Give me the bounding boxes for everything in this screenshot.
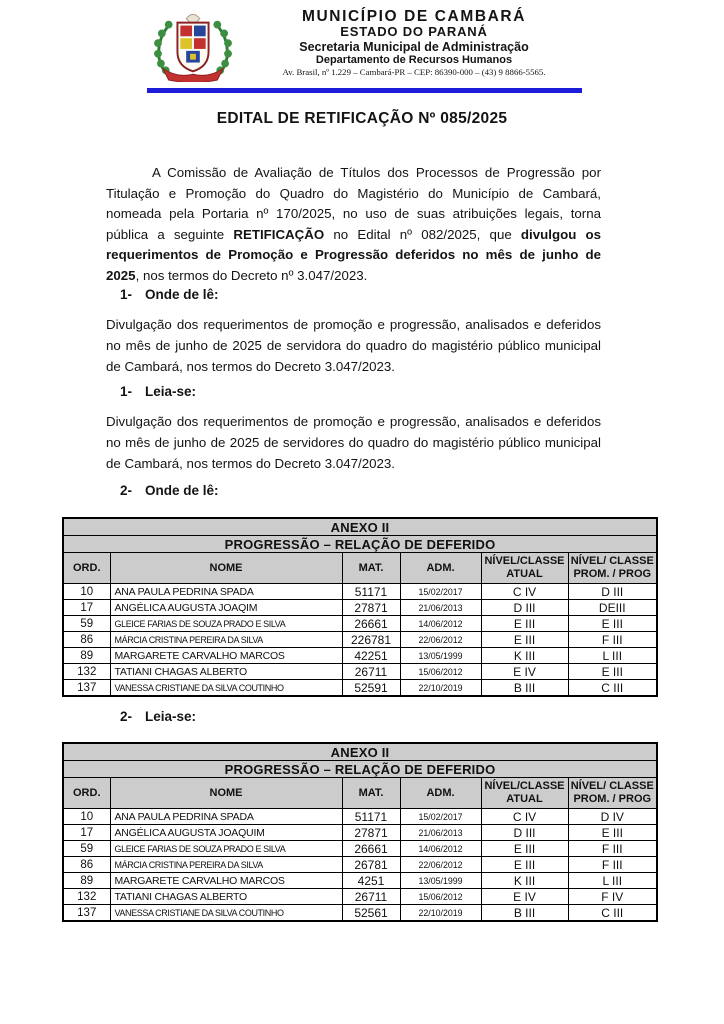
- intro-bold-divulgou: divulgou os requerimentos de Promoção e Progressão deferidos no mês de junho de 2025: [106, 226, 602, 283]
- table-title-row: [63, 518, 657, 536]
- cell-ord: 10: [63, 809, 110, 825]
- cell-ord: 17: [63, 600, 110, 616]
- cell-nome: MARGARETE CARVALHO MARCOS: [110, 648, 342, 664]
- cell-nivel-atual: E III: [481, 616, 568, 632]
- cell-mat: 51171: [342, 584, 400, 600]
- table-row: [63, 616, 657, 632]
- intro-paragraph: [106, 163, 601, 287]
- section-number: 1-: [120, 384, 133, 399]
- cell-ord: 137: [63, 905, 110, 922]
- cell-mat: 226781: [342, 632, 400, 648]
- cell-adm: 15/02/2017: [400, 809, 481, 825]
- cell-nivel-atual: B III: [481, 680, 568, 697]
- table-row: [63, 600, 657, 616]
- table-row: [63, 664, 657, 680]
- cell-adm: 22/06/2012: [400, 857, 481, 873]
- table-row: [63, 873, 657, 889]
- cell-nivel-atual: K III: [481, 873, 568, 889]
- cell-adm: 14/06/2012: [400, 841, 481, 857]
- column-header: ORD.: [63, 778, 110, 809]
- table-row: [63, 632, 657, 648]
- column-header: ORD.: [63, 553, 110, 584]
- cell-nome: ANA PAULA PEDRINA SPADA: [110, 809, 342, 825]
- cell-adm: 15/02/2017: [400, 584, 481, 600]
- table-row: [63, 857, 657, 873]
- department-name: Departamento de Recursos Humanos: [315, 53, 513, 66]
- cell-ord: 86: [63, 632, 110, 648]
- table-title: ANEXO II: [63, 518, 657, 536]
- table-column-header-row: [63, 553, 657, 584]
- table-body: [63, 584, 657, 697]
- cell-adm: 22/10/2019: [400, 905, 481, 922]
- cell-nome: VANESSA CRISTIANE DA SILVA COUTINHO: [110, 905, 342, 922]
- cell-nome: TATIANI CHAGAS ALBERTO: [110, 664, 342, 680]
- cell-nivel-atual: B III: [481, 905, 568, 922]
- intro-text: no Edital nº 082/2025, que: [324, 226, 521, 242]
- document-title: EDITAL DE RETIFICAÇÃO Nº 085/2025: [216, 110, 508, 127]
- cell-nivel-atual: D III: [481, 600, 568, 616]
- cell-ord: 89: [63, 873, 110, 889]
- cell-nome: ANGÉLICA AUGUSTA JOAQUIM: [110, 825, 342, 841]
- municipality-name: MUNICÍPIO DE CAMBARÁ: [301, 8, 527, 25]
- table-row: [63, 680, 657, 697]
- cell-ord: 132: [63, 889, 110, 905]
- cell-nivel-prom: E III: [568, 825, 657, 841]
- table-subtitle: PROGRESSÃO – RELAÇÃO DE DEFERIDO: [63, 761, 657, 778]
- section-number: 1-: [120, 287, 133, 302]
- section-label: Onde de lê:: [145, 287, 219, 302]
- cell-nivel-atual: E IV: [481, 889, 568, 905]
- cell-nivel-prom: C III: [568, 905, 657, 922]
- cell-ord: 59: [63, 616, 110, 632]
- cell-nivel-prom: C III: [568, 680, 657, 697]
- secretariat-name: Secretaria Municipal de Administração: [299, 39, 529, 54]
- cell-nome: ANA PAULA PEDRINA SPADA: [110, 584, 342, 600]
- cell-adm: 22/10/2019: [400, 680, 481, 697]
- section-heading-leia-se-2: [120, 709, 196, 724]
- cell-nivel-atual: E IV: [481, 664, 568, 680]
- section-heading-onde-de-le-2: [120, 483, 219, 498]
- cell-nome: MÁRCIA CRISTINA PEREIRA DA SILVA: [110, 857, 342, 873]
- cell-nome: VANESSA CRISTIANE DA SILVA COUTINHO: [110, 680, 342, 697]
- column-header: ADM.: [400, 553, 481, 584]
- column-header: NÍVEL/CLASSE ATUAL: [481, 778, 568, 809]
- intro-text: A Comissão de Avaliação de Títulos dos Processos de Progressão por Titulação e Promoção do Quadro do Magistério do Município de Cambará, nomeada pela Portaria nº 170/2025, no uso de suas atribuições legais, torna pública a seguinte: [106, 165, 601, 242]
- cell-mat: 26781: [342, 857, 400, 873]
- cell-nivel-prom: F IV: [568, 889, 657, 905]
- cell-nome: MARGARETE CARVALHO MARCOS: [110, 873, 342, 889]
- cell-adm: 15/06/2012: [400, 664, 481, 680]
- table-row: [63, 841, 657, 857]
- section-heading-leia-se-1: [120, 384, 196, 399]
- table-subtitle: PROGRESSÃO – RELAÇÃO DE DEFERIDO: [63, 536, 657, 553]
- cell-nivel-atual: D III: [481, 825, 568, 841]
- cell-nivel-prom: L III: [568, 648, 657, 664]
- cell-mat: 52561: [342, 905, 400, 922]
- section-number: 2-: [120, 709, 133, 724]
- column-header: NÍVEL/CLASSE ATUAL: [481, 553, 568, 584]
- cell-nivel-prom: E III: [568, 664, 657, 680]
- intro-bold-retificacao: RETIFICAÇÃO: [233, 226, 325, 242]
- cell-ord: 137: [63, 680, 110, 697]
- column-header: NÍVEL/ CLASSE PROM. / PROG: [568, 553, 657, 584]
- cell-mat: 26661: [342, 616, 400, 632]
- column-header: MAT.: [342, 778, 400, 809]
- table-column-header-row: [63, 778, 657, 809]
- blue-divider-rule: [147, 88, 582, 93]
- anexo-ii-table-onde-de-le: [62, 517, 658, 697]
- table-row: [63, 825, 657, 841]
- cell-nome: GLEICE FARIAS DE SOUZA PRADO E SILVA: [110, 616, 342, 632]
- table-title-row: [63, 743, 657, 761]
- cell-nivel-prom: E III: [568, 616, 657, 632]
- cell-adm: 13/05/1999: [400, 873, 481, 889]
- table-subtitle-row: [63, 536, 657, 553]
- cell-nivel-prom: D IV: [568, 809, 657, 825]
- cell-nivel-atual: C IV: [481, 584, 568, 600]
- cell-mat: 26661: [342, 841, 400, 857]
- cell-nivel-prom: DEIII: [568, 600, 657, 616]
- coat-of-arms-icon: [149, 10, 237, 82]
- cell-ord: 89: [63, 648, 110, 664]
- table-row: [63, 905, 657, 922]
- column-header: ADM.: [400, 778, 481, 809]
- cell-adm: 21/06/2013: [400, 600, 481, 616]
- column-header: NOME: [110, 778, 342, 809]
- cell-mat: 42251: [342, 648, 400, 664]
- table-row: [63, 809, 657, 825]
- cell-nivel-prom: D III: [568, 584, 657, 600]
- cell-nivel-atual: K III: [481, 648, 568, 664]
- section-body-leia-se-1: Divulgação dos requerimentos de promoção e progressão, analisados e deferidos no mês de junho de 2025 de servidores do quadro do magistério público municipal de Cambará, nos termos do Decreto 3.047/2023.: [106, 414, 601, 471]
- cell-nome: MÁRCIA CRISTINA PEREIRA DA SILVA: [110, 632, 342, 648]
- address-line: Av. Brasil, nº 1.229 – Cambará-PR – CEP: 86390-000 – (43) 9 8866-5565.: [282, 67, 546, 78]
- cell-mat: 27871: [342, 825, 400, 841]
- cell-ord: 86: [63, 857, 110, 873]
- column-header: MAT.: [342, 553, 400, 584]
- cell-adm: 22/06/2012: [400, 632, 481, 648]
- state-name: ESTADO DO PARANÁ: [340, 24, 488, 40]
- section-heading-onde-de-le-1: [120, 287, 219, 302]
- cell-nivel-prom: F III: [568, 841, 657, 857]
- cell-adm: 14/06/2012: [400, 616, 481, 632]
- table-subtitle-row: [63, 761, 657, 778]
- cell-ord: 132: [63, 664, 110, 680]
- table-body: [63, 809, 657, 922]
- cell-nome: TATIANI CHAGAS ALBERTO: [110, 889, 342, 905]
- section-body-onde-de-le-1: Divulgação dos requerimentos de promoção e progressão, analisados e deferidos no mês de junho de 2025 de servidora do quadro do magistério público municipal de Cambará, nos termos do Decreto 3.047/2023.: [106, 317, 601, 374]
- section-number: 2-: [120, 483, 133, 498]
- cell-nivel-atual: E III: [481, 841, 568, 857]
- cell-ord: 17: [63, 825, 110, 841]
- letterhead: [147, 8, 583, 86]
- cell-adm: 13/05/1999: [400, 648, 481, 664]
- cell-mat: 27871: [342, 600, 400, 616]
- cell-mat: 26711: [342, 889, 400, 905]
- cell-nivel-atual: E III: [481, 857, 568, 873]
- table-title: ANEXO II: [63, 743, 657, 761]
- cell-mat: 26711: [342, 664, 400, 680]
- cell-nivel-atual: E III: [481, 632, 568, 648]
- cell-ord: 59: [63, 841, 110, 857]
- cell-mat: 51171: [342, 809, 400, 825]
- anexo-ii-table-leia-se: [62, 742, 658, 922]
- table-row: [63, 889, 657, 905]
- cell-nome: GLEICE FARIAS DE SOUZA PRADO E SILVA: [110, 841, 342, 857]
- cell-mat: 52591: [342, 680, 400, 697]
- letterhead-text: [249, 8, 579, 78]
- section-label: Onde de lê:: [145, 483, 219, 498]
- cell-nivel-atual: C IV: [481, 809, 568, 825]
- table-row: [63, 584, 657, 600]
- cell-nivel-prom: F III: [568, 857, 657, 873]
- cell-adm: 15/06/2012: [400, 889, 481, 905]
- cell-nivel-prom: L III: [568, 873, 657, 889]
- intro-text: , nos termos do Decreto nº 3.047/2023.: [135, 267, 368, 283]
- section-label: Leia-se:: [145, 709, 197, 724]
- section-label: Leia-se:: [145, 384, 197, 399]
- cell-adm: 21/06/2013: [400, 825, 481, 841]
- column-header: NOME: [110, 553, 342, 584]
- cell-nome: ANGÉLICA AUGUSTA JOAQIM: [110, 600, 342, 616]
- cell-ord: 10: [63, 584, 110, 600]
- cell-mat: 4251: [342, 873, 400, 889]
- table-row: [63, 648, 657, 664]
- cell-nivel-prom: F III: [568, 632, 657, 648]
- column-header: NÍVEL/ CLASSE PROM. / PROG: [568, 778, 657, 809]
